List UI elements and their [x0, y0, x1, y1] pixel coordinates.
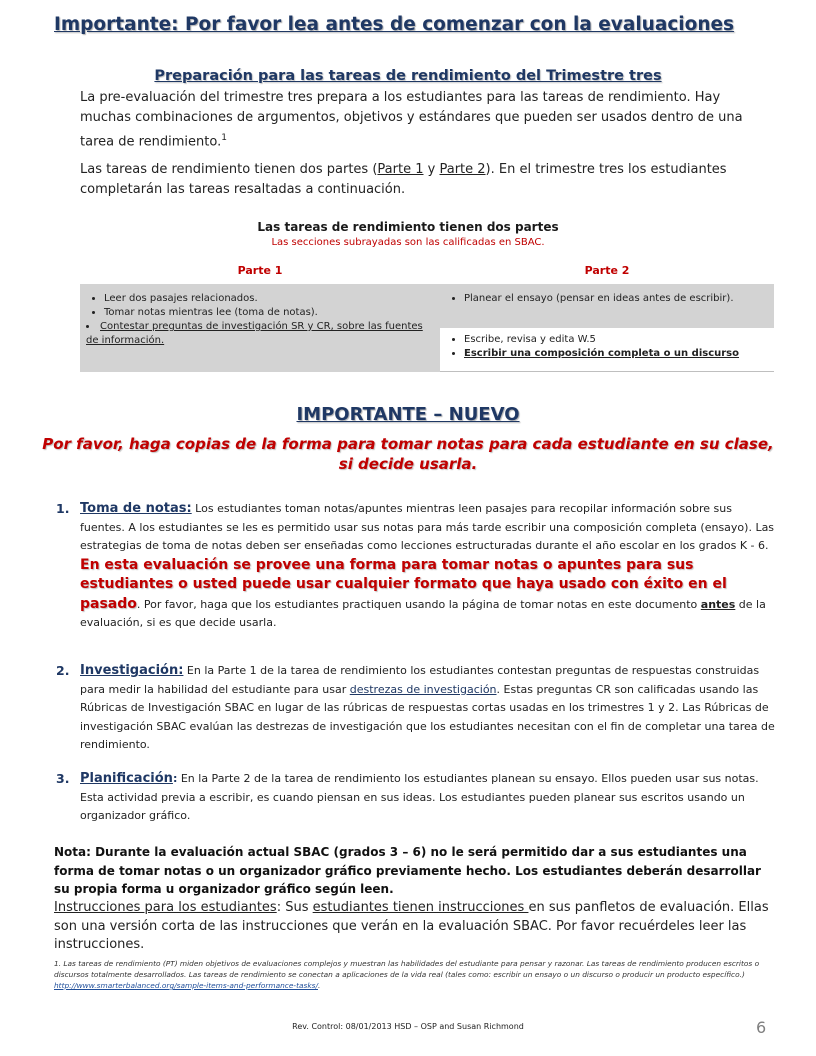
table-bottom-rule: [440, 371, 774, 372]
item-red-text: En esta evaluación se provee una forma para tomar notas o apuntes para sus estudiantes o usted puede usar cualquier formato que haya usado con éxito en el pasado: [80, 556, 727, 612]
item-number: 3.: [56, 771, 70, 786]
instructions-text: en sus panfletos de evaluación. Ellas son una versión corta de las instrucciones que verán en la evaluación SBAC. Por favor recuérdeles leer las instrucciones.: [54, 900, 769, 952]
table-subtitle: Las secciones subrayadas son las calificadas en SBAC.: [271, 237, 545, 248]
intro-paragraph-1-text: La pre-evaluación del trimestre tres prepara a los estudiantes para las tareas de rendimiento. Hay muchas combinaciones de argumentos, objetivos y estándares que pueden ser usados dentro de una tarea de rendimiento.: [80, 90, 743, 150]
intro-p2-y: y: [423, 162, 440, 177]
important-heading: IMPORTANTE – NUEVO: [296, 404, 520, 425]
parte-2-top-cell: [440, 284, 774, 328]
footnote-link[interactable]: http://www.smarterbalanced.org/sample-items-and-performance-tasks/: [54, 981, 318, 990]
column-header-parte-1: Parte 1: [237, 264, 283, 277]
item-number: 2.: [56, 663, 70, 678]
footnote-ref: 1: [221, 133, 227, 143]
list-item: • Planear el ensayo (pensar en ideas antes de escribir).: [464, 292, 768, 306]
instructions-underlined: estudiantes tienen instrucciones: [312, 900, 529, 915]
list-item: • Escribe, revisa y edita W.5: [464, 333, 768, 347]
instructions-text: : Sus: [276, 900, 313, 915]
footnote: [54, 958, 776, 991]
item-body: [80, 662, 776, 755]
instructions-paragraph: [54, 899, 774, 955]
item-text: Los estudiantes toman notas/apuntes mientras leen pasajes para recopilar información sobre sus fuentes. A los estudiantes se les es permitido usar sus notas para más tarde escribir una composición completa (ensayo). Las estrategias de toma de notas deben ser enseñadas como lecciones estructuradas durante el año escolar en los grados K - 6.: [80, 502, 775, 552]
parte-1-cell: [80, 284, 440, 372]
item-number: 1.: [56, 501, 70, 516]
item-label: Investigación:: [80, 663, 184, 678]
antes-emphasis: antes: [700, 597, 736, 611]
revision-control: Rev. Control: 08/01/2013 HSD – OSP and Susan Richmond: [292, 1022, 524, 1031]
item-planificacion: [56, 770, 776, 826]
footnote-end: .: [317, 981, 321, 990]
item-colon: :: [172, 772, 178, 785]
page-number: 6: [756, 1018, 767, 1037]
parte-1-ref: Parte 1: [377, 162, 424, 177]
note-paragraph: Nota: Durante la evaluación actual SBAC (grados 3 – 6) no le será permitido dar a sus estudiantes una forma de tomar notas o un organizador gráfico previamente hecho. Los estudiantes deberán desarrollar su propia forma u organizador gráfico según leen.: [54, 845, 761, 896]
list-item: • Tomar notas mientras lee (toma de notas).: [104, 306, 434, 320]
item-investigacion: [56, 662, 776, 755]
table-title: Las tareas de rendimiento tienen dos partes: [257, 220, 559, 234]
item-text: En la Parte 1 de la tarea de rendimiento los estudiantes contestan preguntas de respuestas construidas para medir la habilidad del estudiante para usar: [80, 664, 760, 696]
intro-p2-b: ). En el trimestre tres los estudiantes completarán las tareas resaltadas a continuación.: [80, 162, 727, 197]
item-text: En la Parte 2 de la tarea de rendimiento los estudiantes planean su ensayo. Ellos pueden usar sus notas. Esta actividad previa a escribir, es cuando piensan en sus ideas. Los estudiantes pueden planear sus escritos usando un organizador gráfico.: [80, 772, 759, 822]
research-skills-term: destrezas de investigación: [349, 682, 497, 696]
item-body: [80, 770, 776, 826]
footnote-text: 1. Las tareas de rendimiento (PT) miden objetivos de evaluaciones complejos y muestran las habilidades del estudiante para pensar y razonar. Las tareas de rendimiento producen escritos o discursos totalmente desarrollados. Las tareas de rendimiento se conectan a aplicaciones de la vida real (tales como: escribir un ensayo o un discurso o producir un producto específico.): [54, 959, 760, 979]
item-text: . Por favor, haga que los estudiantes practiquen usando la página de tomar notas en este documento: [136, 597, 701, 611]
parte-2-ref: Parte 2: [439, 162, 486, 177]
page-title: Importante: Por favor lea antes de comenzar con la evaluaciones: [54, 14, 735, 35]
column-header-parte-2: Parte 2: [584, 264, 630, 277]
parte-2-bottom-list: [446, 333, 768, 361]
instructions-label: Instrucciones para los estudiantes: [54, 900, 277, 915]
parte-2-bottom-cell: [440, 333, 774, 373]
parte-1-list: [86, 292, 434, 348]
item-body: [80, 500, 776, 633]
list-item-graded: • Escribir una composición completa o un discurso: [464, 347, 768, 361]
item-toma-de-notas: [56, 500, 776, 633]
intro-p2-a: Las tareas de rendimiento tienen dos partes (: [80, 162, 378, 177]
item-text: . Estas preguntas CR son calificadas usando las Rúbricas de Investigación SBAC en lugar de las rúbricas de respuestas cortas usadas en los trimestres 1 y 2. Las Rúbricas de investigación SBAC evalúan las destrezas de investigación que los estudiantes necesitan con el fin de completar una tarea de rendimiento.: [80, 682, 775, 751]
item-text: de la evaluación, si es que decide usarla.: [80, 597, 766, 629]
list-item: • Leer dos pasajes relacionados.: [104, 292, 434, 306]
list-item-graded: • Contestar preguntas de investigación SR y CR, sobre las fuentes de información.: [86, 320, 434, 348]
section-subtitle: Preparación para las tareas de rendimiento del Trimestre tres: [154, 68, 662, 84]
important-subheading: Por favor, haga copias de la forma para tomar notas para cada estudiante en su clase, si decide usarla.: [42, 435, 774, 473]
intro-paragraph-2: [80, 160, 770, 200]
intro-paragraph-1: [80, 88, 770, 152]
item-label: Planificación: [80, 771, 173, 786]
parte-2-top-list: [446, 292, 768, 306]
item-label: Toma de notas:: [80, 501, 192, 516]
